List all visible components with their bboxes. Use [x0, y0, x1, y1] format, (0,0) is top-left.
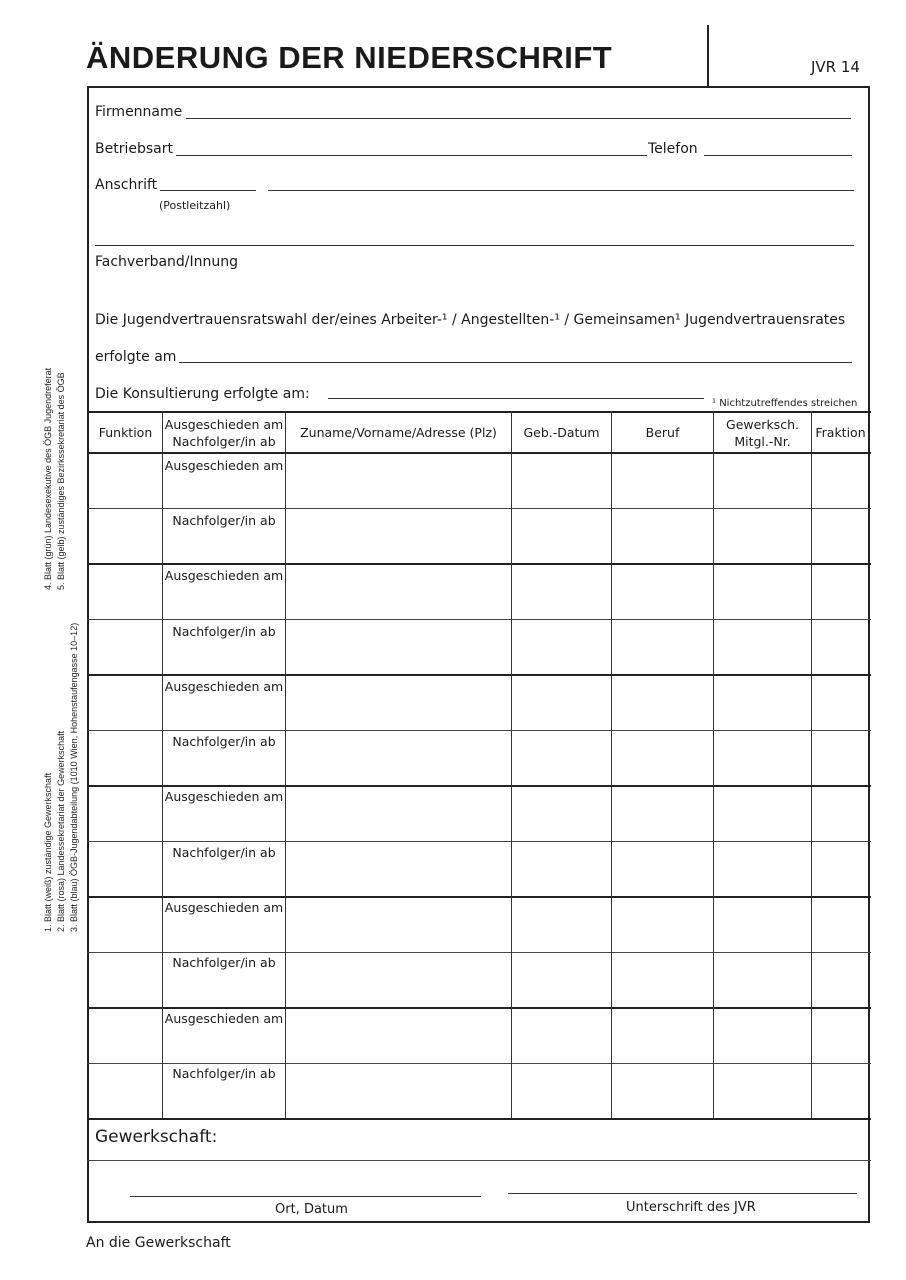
row-label: Nachfolger/in ab — [172, 734, 276, 749]
header-geb-datum: Geb.-Datum — [523, 425, 600, 440]
konsultierung-field[interactable] — [328, 398, 704, 399]
anschrift-line-2[interactable] — [95, 245, 854, 246]
header-gew-line1: Gewerksch. — [726, 416, 799, 432]
telefon-label: Telefon — [648, 141, 698, 157]
row-label: Ausgeschieden am — [164, 568, 284, 583]
header-fraktion: Fraktion — [815, 425, 866, 440]
header-gewerkschaft-nr — [714, 413, 811, 452]
row-divider — [87, 841, 871, 842]
form-code: JVR 14 — [811, 58, 860, 76]
row-divider — [87, 1063, 871, 1064]
anschrift-field[interactable] — [268, 190, 854, 191]
col-divider — [811, 411, 812, 1118]
betriebsart-field[interactable] — [176, 155, 647, 156]
group-divider — [87, 674, 871, 676]
group-divider — [87, 896, 871, 898]
fachverband-label: Fachverband/Innung — [95, 254, 239, 270]
header-gew-line2: Mitgl.-Nr. — [734, 433, 791, 449]
postleitzahl-field[interactable] — [160, 190, 256, 191]
col-divider — [285, 411, 286, 1118]
row-divider — [87, 730, 871, 731]
footer-text: An die Gewerkschaft — [86, 1235, 231, 1251]
row-label: Ausgeschieden am — [164, 789, 284, 804]
telefon-field[interactable] — [704, 155, 852, 156]
col-divider — [611, 411, 612, 1118]
table-bottom-border — [87, 1118, 871, 1120]
unterschrift-field[interactable] — [508, 1193, 857, 1194]
row-label: Nachfolger/in ab — [172, 955, 276, 970]
row-label: Ausgeschieden am — [164, 900, 284, 915]
side-note-3-blatt: 3. Blatt (blau) ÖGB-Jugendabteilung (1010 Wien, Hohenstaufengasse 10–12) — [69, 622, 79, 932]
group-divider — [87, 785, 871, 787]
postleitzahl-hint: (Postleitzahl) — [159, 199, 231, 212]
firmenname-field[interactable] — [186, 118, 851, 119]
side-note-4-blatt: 4. Blatt (grün) Landesexekutive des ÖGB Jugendreferat — [43, 367, 53, 590]
side-note-5-blatt: 5. Blatt (gelb) zuständiges Bezirkssekretariat des ÖGB — [56, 372, 66, 590]
ort-datum-label: Ort, Datum — [275, 1202, 348, 1217]
col-divider — [511, 411, 512, 1118]
erfolgte-am-label: erfolgte am — [95, 349, 177, 365]
unterschrift-label: Unterschrift des JVR — [626, 1200, 756, 1215]
row-divider — [87, 508, 871, 509]
betriebsart-label: Betriebsart — [95, 141, 173, 157]
title-divider — [707, 25, 709, 87]
group-divider — [87, 1007, 871, 1009]
anschrift-label: Anschrift — [95, 177, 158, 193]
table-header-border — [87, 452, 871, 454]
header-ausgeschieden-line1: Ausgeschieden am — [164, 416, 284, 432]
row-label: Nachfolger/in ab — [172, 624, 276, 639]
row-divider — [87, 619, 871, 620]
row-label: Ausgeschieden am — [164, 679, 284, 694]
header-ausgeschieden — [163, 413, 285, 452]
wahl-text: Die Jugendvertrauensratswahl der/eines Arbeiter-¹ / Angestellten-¹ / Gemeinsamen¹ Jugendvertrauensrates — [95, 312, 846, 328]
row-divider — [87, 952, 871, 953]
side-note-1-blatt: 1. Blatt (weiß) zuständige Gewerkschaft — [43, 772, 53, 932]
side-note-2-blatt: 2. Blatt (rosa) Landessekretariat der Gewerkschaft — [56, 730, 66, 932]
gewerkschaft-label: Gewerkschaft: — [95, 1127, 218, 1147]
konsultierung-label: Die Konsultierung erfolgte am: — [95, 386, 310, 402]
header-name: Zuname/Vorname/Adresse (Plz) — [300, 425, 497, 440]
footnote: ¹ Nichtzutreffendes streichen — [712, 398, 858, 409]
row-label: Nachfolger/in ab — [172, 513, 276, 528]
firmenname-label: Firmenname — [95, 104, 183, 120]
row-label: Ausgeschieden am — [164, 1011, 284, 1026]
row-label: Nachfolger/in ab — [172, 1066, 276, 1081]
gewerkschaft-divider — [87, 1160, 871, 1161]
group-divider — [87, 563, 871, 565]
col-divider — [713, 411, 714, 1118]
header-ausgeschieden-line2: Nachfolger/in ab — [172, 433, 276, 449]
header-beruf: Beruf — [645, 425, 680, 440]
row-label: Nachfolger/in ab — [172, 845, 276, 860]
ort-datum-field[interactable] — [130, 1196, 481, 1197]
document-title: ÄNDERUNG DER NIEDERSCHRIFT — [86, 40, 613, 75]
erfolgte-am-field[interactable] — [179, 362, 852, 363]
header-funktion: Funktion — [98, 425, 153, 440]
row-label: Ausgeschieden am — [164, 458, 284, 473]
